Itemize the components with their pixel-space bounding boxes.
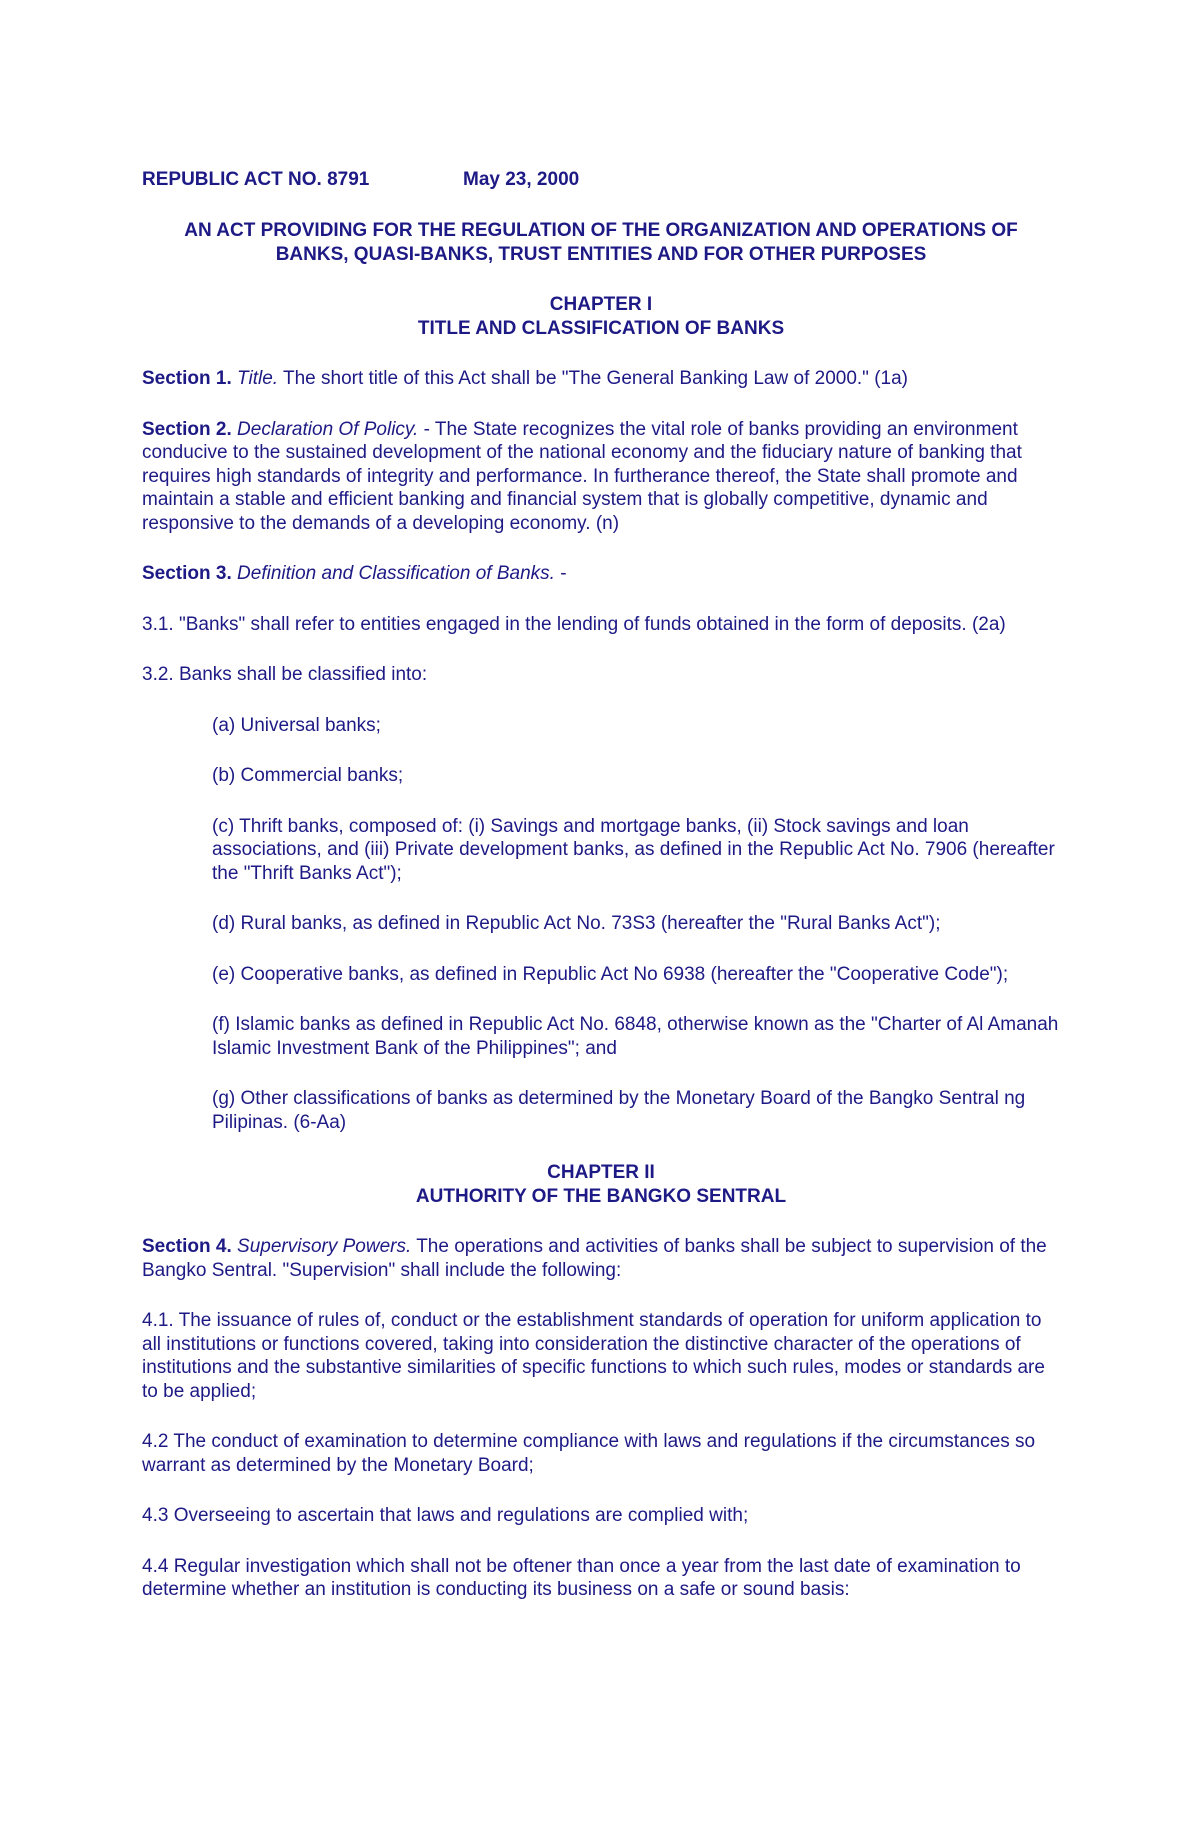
bank-class-f: (f) Islamic banks as defined in Republic Act No. 6848, otherwise known as the "Charter of Al Amanah Islamic Investment Bank of the Philippines"; and (212, 1014, 1059, 1059)
act-date: May 23, 2000 (463, 169, 580, 190)
chapter-2-number: CHAPTER II (547, 1162, 655, 1183)
section-3-text: - (560, 563, 567, 584)
section-4-3: 4.3 Overseeing to ascertain that laws and regulations are complied with; (142, 1505, 749, 1526)
section-3-2: 3.2. Banks shall be classified into: (142, 664, 428, 685)
section-1-heading: Title. (237, 368, 279, 389)
section-2-text: - The State recognizes the vital role of banks providing an environment conducive to the sustained development of the national economy and the fiduciary nature of banking that requires high standards of integrity and performance. In furtherance thereof, the State shall promote and maintain a stable and efficient banking and financial system that is globally competitive, dynamic and responsive to the demands of a developing economy. (n) (142, 418, 1022, 534)
section-1 (142, 367, 1060, 391)
section-4-text: The operations and activities of banks shall be subject to supervision of the Bangko Sentral. "Supervision" shall include the following: (142, 1236, 1047, 1281)
section-4 (142, 1235, 1060, 1282)
section-3 (142, 562, 1060, 586)
section-2 (142, 418, 1060, 536)
act-header (142, 168, 1060, 192)
section-2-label: Section 2. (142, 418, 232, 440)
bank-class-b: (b) Commercial banks; (212, 765, 404, 786)
section-3-heading: Definition and Classification of Banks. (237, 563, 555, 584)
section-2-heading: Declaration Of Policy. (237, 418, 419, 440)
section-1-label: Section 1. (142, 368, 232, 389)
section-1-text: The short title of this Act shall be "The General Banking Law of 2000." (1a) (282, 368, 908, 389)
document-page (142, 168, 1060, 1602)
section-4-4: 4.4 Regular investigation which shall not be oftener than once a year from the last date of examination to determine whether an institution is conducting its business on a safe or sound basis: (142, 1555, 1021, 1600)
chapter-2-heading (142, 1161, 1060, 1208)
bank-class-e: (e) Cooperative banks, as defined in Republic Act No 6938 (hereafter the "Cooperative Code"); (212, 963, 1009, 985)
act-number: REPUBLIC ACT NO. 8791 (142, 169, 370, 190)
bank-class-a: (a) Universal banks; (212, 714, 381, 736)
section-4-1: 4.1. The issuance of rules of, conduct or the establishment standards of operation for uniform application to all institutions or functions covered, taking into consideration the distinctive character of the operations of institutions and the substantive similarities of specific functions to which such rules, modes or standards are to be applied; (142, 1310, 1045, 1402)
section-4-label: Section 4. (142, 1236, 232, 1257)
chapter-1-heading (142, 293, 1060, 340)
section-4-heading: Supervisory Powers. (237, 1236, 412, 1257)
chapter-2-name: AUTHORITY OF THE BANGKO SENTRAL (415, 1185, 787, 1207)
chapter-1-name: TITLE AND CLASSIFICATION OF BANKS (417, 317, 785, 339)
act-title-line-2: BANKS, QUASI-BANKS, TRUST ENTITIES AND FOR OTHER PURPOSES (275, 243, 927, 265)
act-title (142, 219, 1060, 266)
section-4-2: 4.2 The conduct of examination to determine compliance with laws and regulations if the circumstances so warrant as determined by the Monetary Board; (142, 1431, 1036, 1476)
bank-class-d: (d) Rural banks, as defined in Republic Act No. 73S3 (hereafter the "Rural Banks Act"); (212, 913, 941, 934)
section-3-label: Section 3. (142, 563, 232, 584)
chapter-1-number: CHAPTER I (549, 294, 653, 315)
bank-class-g: (g) Other classifications of banks as determined by the Monetary Board of the Bangko Sentral ng Pilipinas. (6-Aa) (212, 1088, 1026, 1133)
act-title-line-1: AN ACT PROVIDING FOR THE REGULATION OF THE ORGANIZATION AND OPERATIONS OF (184, 220, 1018, 241)
bank-class-c: (c) Thrift banks, composed of: (i) Savings and mortgage banks, (ii) Stock savings and loan associations, and (iii) Private development banks, as defined in the Republic Act No. 7906 (hereafter the "Thrift Banks Act"); (212, 815, 1055, 884)
section-3-1: 3.1. "Banks" shall refer to entities engaged in the lending of funds obtained in the form of deposits. (2a) (142, 613, 1006, 635)
